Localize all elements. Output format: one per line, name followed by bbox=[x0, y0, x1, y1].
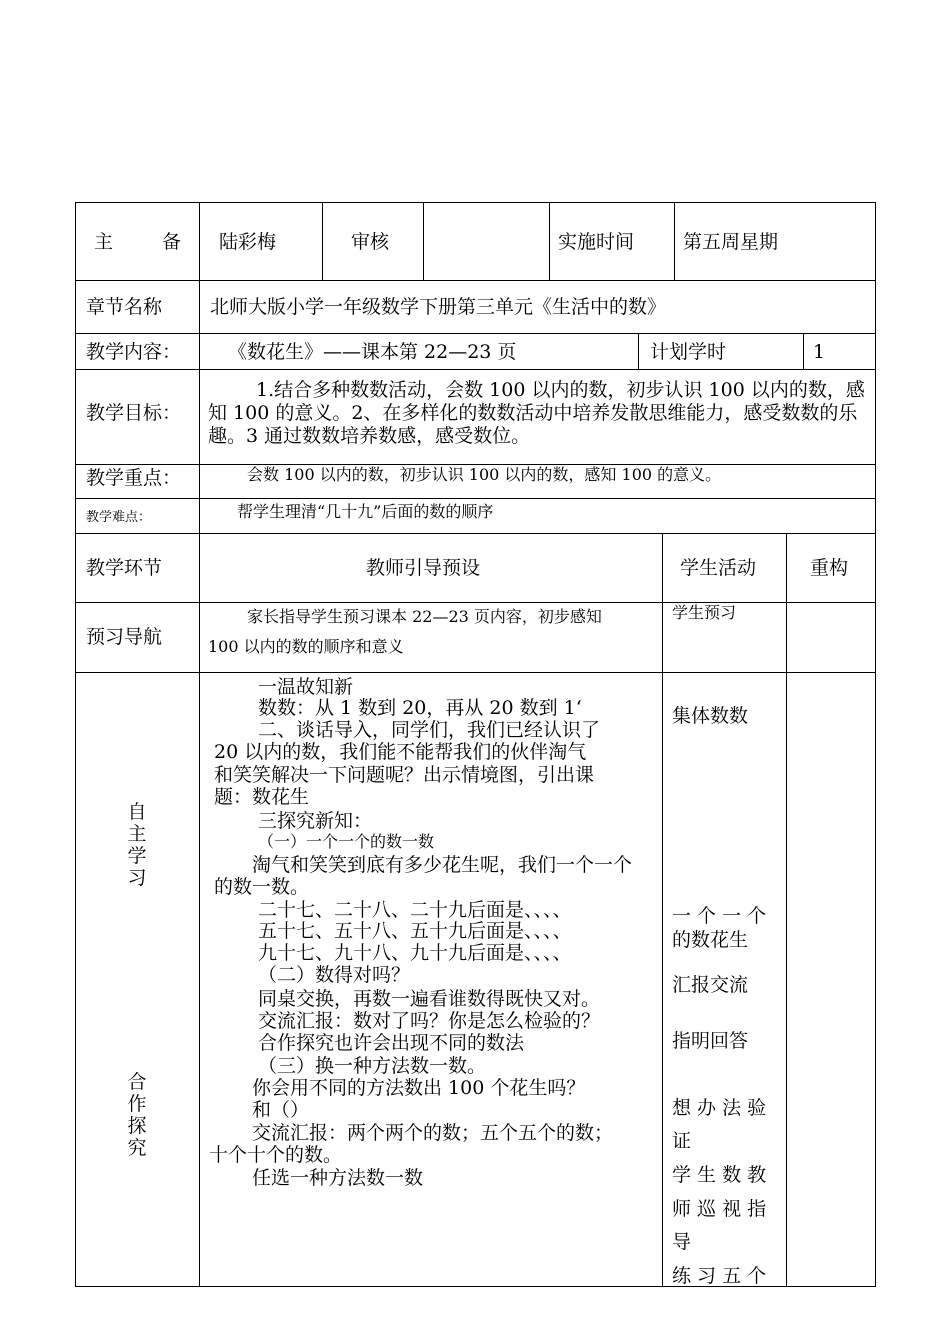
student-activity: 练 习 五 个 bbox=[672, 1265, 767, 1287]
main-stage-cell bbox=[76, 673, 199, 1286]
preview-stage-cell bbox=[76, 603, 199, 672]
plan-label-cell bbox=[638, 334, 803, 369]
chapter-label-cell bbox=[76, 281, 199, 333]
teacher-line: 交流汇报：数对了吗？你是怎么检验的？ bbox=[258, 1010, 601, 1032]
student-activity: 汇报交流 bbox=[672, 974, 749, 996]
difficulty-text-cell bbox=[199, 499, 877, 533]
time-label: 实施时间 bbox=[558, 231, 635, 253]
teacher-line: （三）换一种方法数一数。 bbox=[258, 1055, 487, 1077]
teacher-line: 和（） bbox=[252, 1099, 310, 1121]
main-rebuild-cell bbox=[786, 673, 877, 1286]
plan-value-cell bbox=[803, 334, 877, 369]
key-points-row bbox=[76, 465, 875, 499]
chapter-row bbox=[76, 281, 875, 334]
lead-label-2: 备 bbox=[162, 231, 182, 253]
difficulty-label-cell bbox=[76, 499, 199, 533]
review-label-cell bbox=[322, 203, 423, 280]
preview-student: 学生预习 bbox=[672, 603, 737, 622]
teacher-line: 合作探究也许会出现不同的数法 bbox=[258, 1032, 525, 1054]
preview-stage: 预习导航 bbox=[86, 626, 163, 648]
difficulty-label: 教学难点： bbox=[86, 510, 152, 525]
chapter-value: 北师大版小学一年级数学下册第三单元《生活中的数》 bbox=[210, 296, 667, 318]
content-label-cell bbox=[76, 334, 199, 369]
main-row bbox=[76, 673, 875, 1286]
main-teacher-cell bbox=[199, 673, 662, 1286]
lead-label-cell bbox=[76, 203, 199, 280]
goals-text: 1.结合多种数数活动，会数 100 以内的数，初步认识 100 以内的数，感知 100 的意义。2、在多样化的数数活动中培养发散思维能力，感受数数的乐趣。3 通过数数培养数感，感受数位。 bbox=[208, 379, 865, 447]
student-activity: 一 个 一 个 bbox=[672, 905, 767, 927]
teacher-line: 交流汇报：两个两个的数；五个五个的数； bbox=[252, 1122, 614, 1144]
lesson-plan-table bbox=[75, 202, 876, 1287]
difficulty-row bbox=[76, 499, 875, 534]
time-value: 第五周星期 bbox=[683, 231, 779, 253]
teacher-line: 二十七、二十八、二十九后面是、、、、 bbox=[258, 899, 572, 921]
key-points-text-cell bbox=[199, 465, 877, 498]
student-header-cell bbox=[662, 534, 786, 602]
teacher-line: 你会用不同的方法数出 100 个花生吗？ bbox=[252, 1077, 586, 1099]
lead-name-cell bbox=[199, 203, 322, 280]
difficulty-text: 帮学生理清“几十九”后面的数的顺序 bbox=[237, 502, 494, 521]
goals-row bbox=[76, 370, 875, 465]
student-activity: 想 办 法 验 bbox=[672, 1097, 767, 1119]
teacher-line: 题：数花生 bbox=[214, 786, 310, 808]
lead-name: 陆彩梅 bbox=[219, 231, 277, 253]
goals-label-cell bbox=[76, 370, 199, 464]
student-header: 学生活动 bbox=[680, 557, 757, 579]
stage-header: 教学环节 bbox=[86, 557, 163, 579]
teacher-header-cell bbox=[199, 534, 662, 602]
content-row bbox=[76, 334, 875, 370]
time-value-cell bbox=[674, 203, 877, 280]
preview-teacher-cell bbox=[199, 603, 662, 672]
review-label: 审核 bbox=[351, 231, 390, 253]
student-activity: 集体数数 bbox=[672, 705, 749, 727]
preview-student-cell bbox=[662, 603, 786, 672]
time-label-cell bbox=[549, 203, 674, 280]
column-header-row bbox=[76, 534, 875, 603]
teacher-line: 九十七、九十八、九十九后面是、、、、 bbox=[258, 942, 572, 964]
preview-rebuild-cell bbox=[786, 603, 877, 672]
teacher-line: 数数：从 1 数到 20，再从 20 数到 1‘ bbox=[258, 697, 582, 719]
chapter-value-cell bbox=[199, 281, 877, 333]
stage-header-cell bbox=[76, 534, 199, 602]
preview-teacher-line1: 家长指导学生预习课本 22—23 页内容，初步感知 bbox=[247, 607, 602, 626]
review-value-cell bbox=[423, 203, 549, 280]
teacher-line: 一温故知新 bbox=[258, 676, 354, 698]
key-points-label-cell bbox=[76, 465, 199, 498]
main-student-cell bbox=[662, 673, 786, 1286]
plan-label: 计划学时 bbox=[650, 341, 727, 363]
teacher-line: 五十七、五十八、五十九后面是、、、、 bbox=[258, 920, 572, 942]
chapter-label: 章节名称 bbox=[86, 296, 163, 318]
plan-value: 1 bbox=[813, 341, 826, 363]
preview-row bbox=[76, 603, 875, 673]
content-value: 《数花生》——课本第 22—23 页 bbox=[228, 341, 517, 363]
teacher-line: （二）数得对吗？ bbox=[258, 964, 411, 986]
preview-teacher-line2: 100 以内的数的顺序和意义 bbox=[208, 637, 404, 656]
teacher-line: 同桌交换，再数一遍看谁数得既快又对。 bbox=[258, 988, 601, 1010]
header-row bbox=[76, 203, 875, 281]
teacher-line: 的数一数。 bbox=[214, 876, 310, 898]
stage-self-study: 自主学习 bbox=[127, 801, 147, 889]
content-label: 教学内容： bbox=[86, 341, 182, 363]
teacher-line: 淘气和笑笑到底有多少花生呢，我们一个一个 bbox=[252, 854, 633, 876]
goals-text-cell bbox=[199, 370, 877, 464]
teacher-line: （一）一个一个的数一数 bbox=[258, 832, 435, 851]
student-activity: 证 bbox=[672, 1130, 692, 1152]
teacher-line: 任选一种方法数一数 bbox=[252, 1167, 424, 1189]
lead-label: 主 bbox=[94, 231, 114, 253]
student-activity: 导 bbox=[672, 1231, 692, 1253]
goals-label: 教学目标： bbox=[86, 402, 182, 424]
student-activity: 师 巡 视 指 bbox=[672, 1198, 767, 1220]
teacher-line: 三探究新知： bbox=[258, 810, 373, 832]
teacher-line: 十个十个的数。 bbox=[209, 1144, 343, 1166]
key-points-label: 教学重点： bbox=[86, 467, 182, 489]
teacher-line: 20 以内的数，我们能不能帮我们的伙伴淘气 bbox=[214, 741, 587, 763]
student-activity: 指明回答 bbox=[672, 1030, 749, 1052]
teacher-header: 教师引导预设 bbox=[366, 557, 481, 579]
content-value-cell bbox=[199, 334, 638, 369]
rebuild-header: 重构 bbox=[810, 557, 849, 579]
teacher-line: 和笑笑解决一下问题呢？出示情境图，引出课 bbox=[214, 764, 595, 786]
rebuild-header-cell bbox=[786, 534, 877, 602]
stage-cooperative: 合作探究 bbox=[127, 1071, 147, 1159]
student-activity: 的数花生 bbox=[672, 929, 749, 951]
student-activity: 学 生 数 教 bbox=[672, 1164, 767, 1186]
teacher-line: 二、谈话导入，同学们，我们已经认识了 bbox=[258, 719, 601, 741]
key-points-text: 会数 100 以内的数，初步认识 100 以内的数，感知 100 的意义。 bbox=[247, 465, 722, 484]
